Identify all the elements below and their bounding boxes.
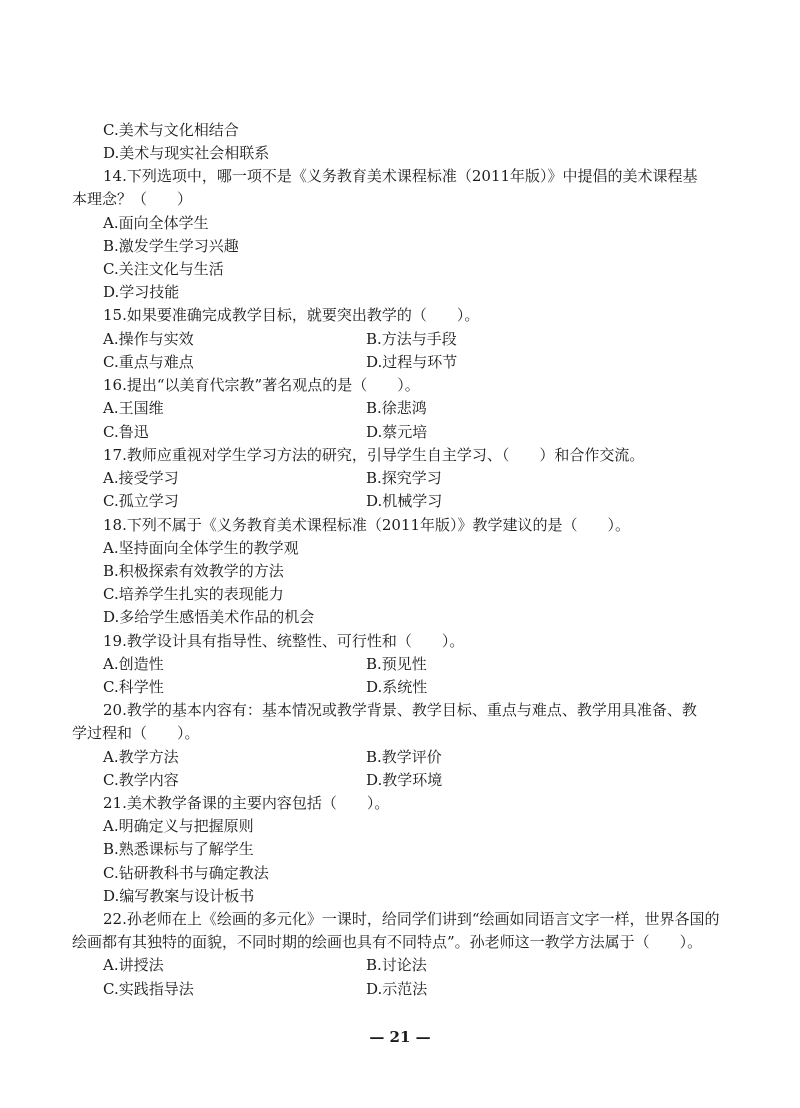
option-text: C.孤立学习	[103, 492, 179, 510]
option-text: A.明确定义与把握原则	[103, 817, 254, 835]
option-text: C.钻研教科书与确定教法	[103, 864, 269, 882]
option-text: C.培养学生扎实的表现能力	[103, 585, 284, 603]
option-text: B.讨论法	[366, 956, 427, 974]
option-text: D.系统性	[366, 678, 428, 696]
option-text: D.示范法	[366, 980, 428, 998]
option-text: C.重点与难点	[103, 353, 194, 371]
option-text: C.教学内容	[103, 771, 179, 789]
question-text: 21.美术教学备课的主要内容包括（ ）。	[103, 794, 390, 812]
question-text: 绘画都有其独特的面貌，不同时期的绘画也具有不同特点”。孙老师这一教学方法属于（ ）。	[72, 933, 703, 951]
question-text: 16.提出“以美育代宗教”著名观点的是（ ）。	[103, 376, 420, 394]
option-text: D.编写教案与设计板书	[103, 887, 255, 905]
question-text: 本理念？（ ）	[72, 190, 193, 208]
question-text: 14.下列选项中，哪一项不是《义务教育美术课程标准（2011年版）》中提倡的美术课程基	[103, 167, 698, 185]
question-text: 22.孙老师在上《绘画的多元化》一课时，给同学们讲到“绘画如同语言文字一样，世界各国的	[103, 910, 720, 928]
option-text: A.坚持面向全体学生的教学观	[103, 539, 299, 557]
option-text: D.学习技能	[103, 283, 180, 301]
option-text: B.教学评价	[366, 748, 442, 766]
option-text: D.教学环境	[366, 771, 443, 789]
option-text: B.熟悉课标与了解学生	[103, 840, 254, 858]
option-text: A.创造性	[103, 655, 164, 673]
question-text: 15.如果要准确完成教学目标，就要突出教学的（ ）。	[103, 306, 480, 324]
option-text: A.面向全体学生	[103, 214, 209, 232]
option-text: C.关注文化与生活	[103, 260, 224, 278]
page-number: — 21 —	[369, 1028, 431, 1046]
question-text: 20.教学的基本内容有：基本情况或教学背景、教学目标、重点与难点、教学用具准备、教	[103, 701, 697, 719]
option-text: B.积极探索有效教学的方法	[103, 562, 284, 580]
option-text: C.美术与文化相结合	[103, 121, 239, 139]
option-text: C.科学性	[103, 678, 164, 696]
option-text: B.探究学习	[366, 469, 442, 487]
option-text: A.王国维	[103, 399, 164, 417]
option-text: D.多给学生感悟美术作品的机会	[103, 608, 315, 626]
question-text: 学过程和（ ）。	[72, 724, 200, 742]
option-text: D.美术与现实社会相联系	[103, 144, 270, 162]
option-text: B.方法与手段	[366, 330, 457, 348]
question-text: 19.教学设计具有指导性、统整性、可行性和（ ）。	[103, 632, 465, 650]
option-text: B.徐悲鸿	[366, 399, 427, 417]
option-text: C.鲁迅	[103, 423, 149, 441]
option-text: A.操作与实效	[103, 330, 194, 348]
option-text: D.机械学习	[366, 492, 443, 510]
option-text: D.蔡元培	[366, 423, 428, 441]
option-text: A.教学方法	[103, 748, 179, 766]
question-text: 18.下列不属于《义务教育美术课程标准（2011年版）》教学建议的是（ ）。	[103, 516, 631, 534]
option-text: C.实践指导法	[103, 980, 194, 998]
option-text: B.预见性	[366, 655, 427, 673]
question-text: 17.教师应重视对学生学习方法的研究，引导学生自主学习、（ ）和合作交流。	[103, 446, 645, 464]
option-text: B.激发学生学习兴趣	[103, 237, 239, 255]
option-text: A.接受学习	[103, 469, 179, 487]
option-text: D.过程与环节	[366, 353, 458, 371]
option-text: A.讲授法	[103, 956, 164, 974]
